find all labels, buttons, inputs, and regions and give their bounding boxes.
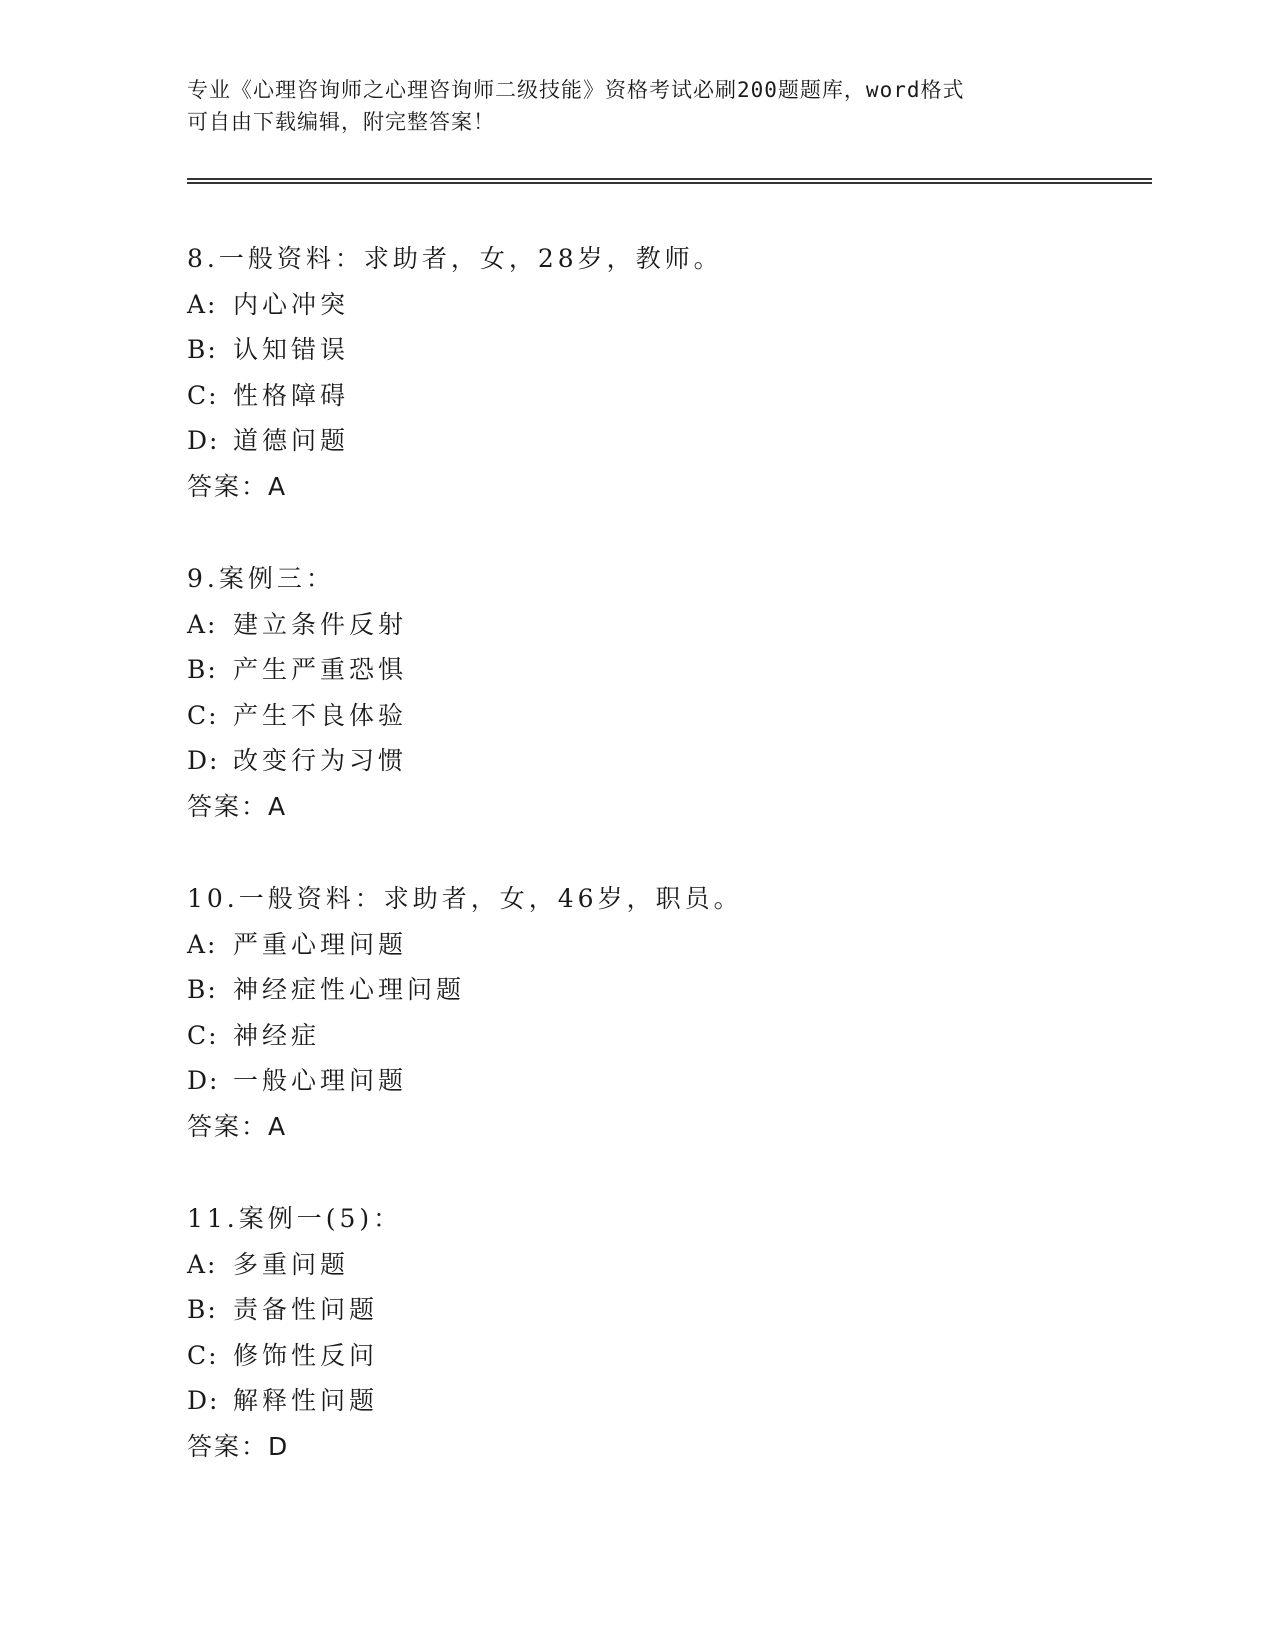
option-text: 内心冲突 <box>233 289 350 319</box>
option-text: 责备性问题 <box>233 1295 379 1325</box>
question-8 <box>187 236 1147 556</box>
question-list <box>187 236 1147 1516</box>
question-9 <box>187 556 1147 876</box>
option-b <box>187 647 1147 693</box>
question-10 <box>187 876 1147 1196</box>
option-label: B: <box>187 335 218 365</box>
option-d <box>187 418 1147 464</box>
answer-line: 答案：A <box>187 1111 288 1141</box>
question-stem: 9.案例三： <box>187 564 335 593</box>
option-text: 认知错误 <box>233 335 350 365</box>
header-line-2: 可自由下载编辑，附完整答案！ <box>187 110 495 134</box>
option-text: 修饰性反问 <box>233 1340 379 1370</box>
option-label: A: <box>187 1249 218 1279</box>
option-c <box>187 1013 1147 1059</box>
option-label: C: <box>187 1340 219 1370</box>
header-line-1: 专业《心理咨询师之心理咨询师二级技能》资格考试必刷200题题库，word格式 <box>187 78 965 102</box>
answer-line: 答案：A <box>187 791 288 821</box>
option-c <box>187 1333 1147 1379</box>
option-text: 产生严重恐惧 <box>233 655 408 685</box>
option-a <box>187 602 1147 648</box>
option-text: 建立条件反射 <box>233 609 408 639</box>
option-text: 神经症性心理问题 <box>233 975 466 1005</box>
option-text: 一般心理问题 <box>233 1066 408 1096</box>
option-label: A: <box>187 289 218 319</box>
document-header <box>187 74 1067 138</box>
option-label: B: <box>187 655 218 685</box>
option-label: C: <box>187 1020 219 1050</box>
option-text: 性格障碍 <box>233 380 350 410</box>
option-text: 改变行为习惯 <box>233 746 408 776</box>
option-b <box>187 1287 1147 1333</box>
option-d <box>187 1058 1147 1104</box>
header-divider-bottom <box>187 182 1152 184</box>
option-text: 严重心理问题 <box>233 929 408 959</box>
option-label: B: <box>187 1295 218 1325</box>
option-label: A: <box>187 929 218 959</box>
option-d <box>187 1378 1147 1424</box>
option-label: D: <box>187 1066 220 1096</box>
option-label: C: <box>187 380 219 410</box>
question-stem: 10.一般资料：求助者，女，46岁，职员。 <box>187 884 743 913</box>
answer-line: 答案：A <box>187 471 288 501</box>
option-label: B: <box>187 975 218 1005</box>
question-stem: 8.一般资料：求助者，女，28岁，教师。 <box>187 244 723 273</box>
header-divider-top <box>187 178 1152 180</box>
option-a <box>187 1242 1147 1288</box>
question-stem: 11.案例一(5)： <box>187 1204 403 1233</box>
option-c <box>187 373 1147 419</box>
option-label: A: <box>187 609 218 639</box>
answer-line: 答案：D <box>187 1431 290 1461</box>
option-text: 产生不良体验 <box>233 700 408 730</box>
option-label: D: <box>187 426 220 456</box>
option-text: 神经症 <box>233 1020 321 1050</box>
option-a <box>187 282 1147 328</box>
option-text: 多重问题 <box>233 1249 350 1279</box>
option-text: 解释性问题 <box>233 1386 379 1416</box>
option-label: C: <box>187 700 219 730</box>
option-text: 道德问题 <box>233 426 350 456</box>
option-b <box>187 967 1147 1013</box>
option-b <box>187 327 1147 373</box>
option-label: D: <box>187 1386 220 1416</box>
option-c <box>187 693 1147 739</box>
option-a <box>187 922 1147 968</box>
option-label: D: <box>187 746 220 776</box>
question-11 <box>187 1196 1147 1516</box>
option-d <box>187 738 1147 784</box>
